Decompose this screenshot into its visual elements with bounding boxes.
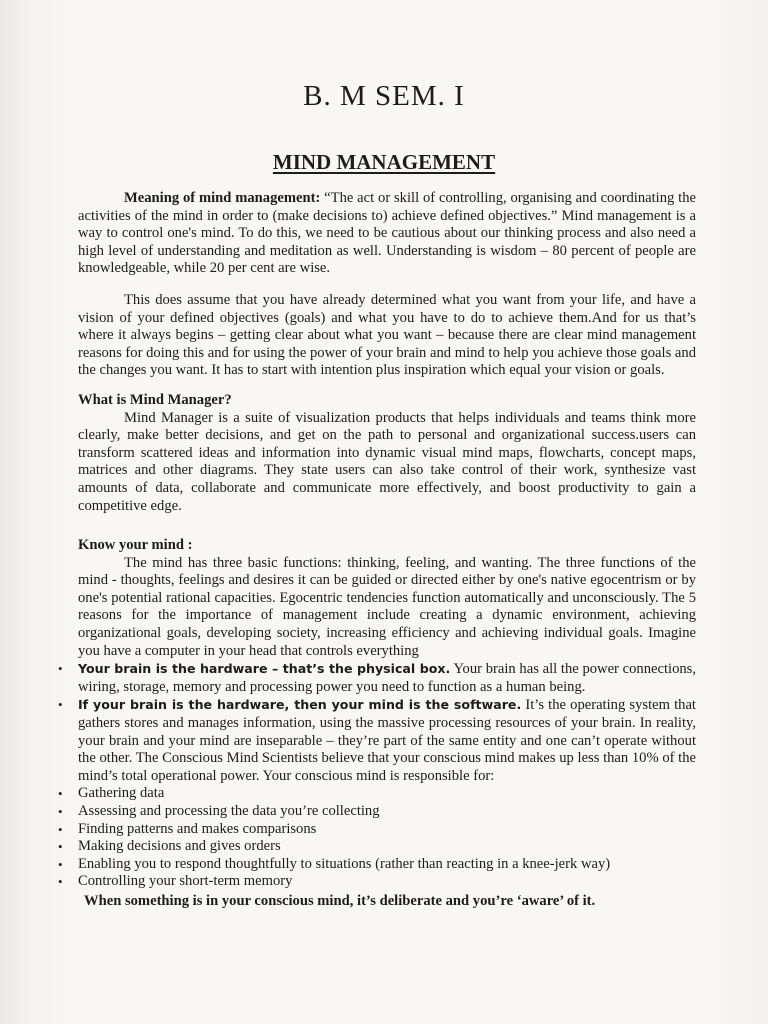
list-item-software <box>58 696 696 785</box>
heading-mind-manager: What is Mind Manager? <box>78 391 232 408</box>
document-body <box>58 190 696 911</box>
bullet-icon: • <box>58 661 63 677</box>
hardware-text: Your brain has all the power connections, wiring, storage, memory and processing power you need to function as a human being. <box>78 661 696 695</box>
bullet-icon: • <box>58 786 63 802</box>
list-item-text: Making decisions and gives orders <box>78 838 281 855</box>
meaning-text: “The act or skill of controlling, organising and coordinating the activities of the mind in order to (make decisions to) achieve defined objectives.” Mind management is a way to control one's mind. To do this, we need to be cautious about our thinking process and also need a high level of understanding and meditation as well. Understanding is wisdom – 80 percent of people are knowledgeable, while 20 per cent are wise. <box>78 190 696 277</box>
course-header: B. M SEM. I <box>303 80 465 112</box>
software-lead: If your brain is the hardware, then your mind is the software. <box>78 697 522 713</box>
hardware-software-list <box>58 660 696 785</box>
list-item <box>58 873 696 891</box>
paragraph-meaning <box>78 190 696 278</box>
closing-statement: When something is in your conscious mind, it’s deliberate and you’re ‘aware’ of it. <box>84 892 596 909</box>
paragraph-mind-manager: Mind Manager is a suite of visualization products that helps individuals and teams think more clearly, make better decisions, and get on the path to personal and organizational success.users can transform scattered ideas and information into dynamic visual mind maps, flowcharts, concept maps, matrices and other diagrams. They state users can also take control of their work, synthesize vast amounts of data, collaborate and communicate more effectively, and boost productivity to gain a competitive edge. <box>78 409 696 514</box>
bullet-icon: • <box>58 697 63 713</box>
list-item-text: Finding patterns and makes comparisons <box>78 820 317 837</box>
bullet-icon: • <box>58 874 63 890</box>
list-item-text: Enabling you to respond thoughtfully to situations (rather than reacting in a knee-jerk way) <box>78 855 611 872</box>
paragraph-assumption: This does assume that you have already determined what you want from your life, and have a vision of your defined objectives (goals) and what you have to do to achieve them.And for us that’s where it always begins – getting clear about what you want – because there are clear mind management reasons for doing this and for using the power of your brain and mind to help you achieve those goals and the changes you want. It has to start with intention plus inspiration which equal your vision or goals. <box>78 291 696 379</box>
bullet-icon: • <box>58 804 63 819</box>
page-title: MIND MANAGEMENT <box>272 150 496 174</box>
list-item-text: Gathering data <box>78 785 165 802</box>
spacer <box>78 278 696 292</box>
conscious-mind-list <box>58 785 696 891</box>
bullet-icon: • <box>58 839 63 855</box>
heading-know-your-mind: Know your mind : <box>78 537 193 554</box>
list-item-hardware <box>58 660 696 696</box>
list-item-text: Controlling your short-term memory <box>78 873 293 890</box>
list-item <box>58 855 696 874</box>
bullet-icon: • <box>58 821 63 837</box>
list-item <box>58 803 696 821</box>
software-text: It’s the operating system that gathers stores and manages information, using the massive processing resources of your brain. In reality, your brain and your mind are inseparable – they’re part of the same entity and one can’t operate without the other. The Conscious Mind Scientists believe that your conscious mind makes up less than 10% of the mind’s total operational power. Your conscious mind is responsible for: <box>78 697 696 784</box>
list-item <box>58 785 696 803</box>
meaning-lead: Meaning of mind management: <box>124 190 321 206</box>
paragraph-know-your-mind: The mind has three basic functions: thinking, feeling, and wanting. The three functions of the mind - thoughts, feelings and desires it can be guided or directed either by one's native egocentrism or by one's potential rational capacities. Egocentric tendencies function automatically and unconsciously. The 5 reasons for the importance of management include creating a dynamic environment, achieving organizational goals, developing society, increasing efficiency and achieving individual goals. Imagine you have a computer in your head that controls everything <box>78 554 696 659</box>
bullet-icon: • <box>58 856 63 872</box>
list-item <box>58 838 696 856</box>
list-item-text: Assessing and processing the data you’re collecting <box>78 803 380 819</box>
hardware-lead: Your brain is the hardware – that’s the physical box. <box>78 661 451 677</box>
list-item <box>58 820 696 839</box>
